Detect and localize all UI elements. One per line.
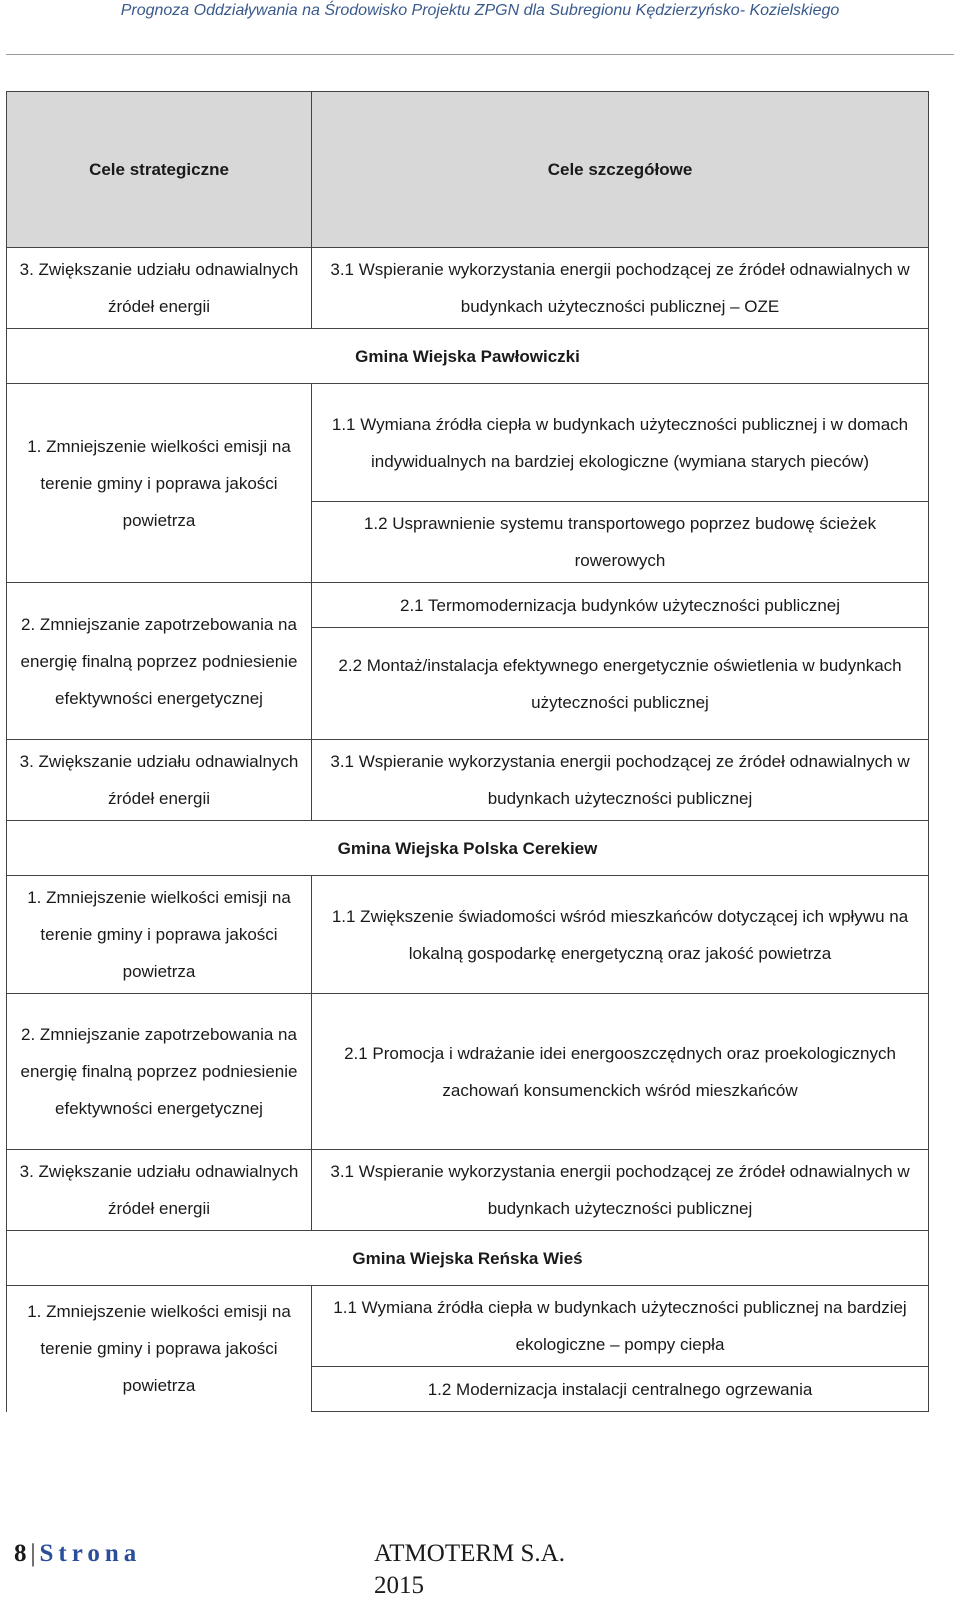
table-row	[7, 248, 929, 329]
municipality-row	[7, 821, 929, 876]
detailed-goal-cell: 3.1 Wspieranie wykorzystania energii pochodzącej ze źródeł odnawialnych w budynkach użyteczności publicznej	[312, 740, 929, 821]
detailed-goal-cell: 3.1 Wspieranie wykorzystania energii pochodzącej ze źródeł odnawialnych w budynkach użyteczności publicznej – OZE	[312, 248, 929, 329]
strategic-goal-cell: 2. Zmniejszanie zapotrzebowania na energię finalną poprzez podniesienie efektywności energetycznej	[7, 583, 312, 740]
table-row	[7, 384, 929, 502]
municipality-heading: Gmina Wiejska Pawłowiczki	[7, 329, 929, 384]
table-row	[7, 740, 929, 821]
strategic-goal-cell: 1. Zmniejszenie wielkości emisji na terenie gminy i poprawa jakości powietrza	[7, 384, 312, 583]
page-footer	[14, 1538, 614, 1599]
table-header-row	[7, 92, 929, 248]
detailed-goal-cell: 1.2 Usprawnienie systemu transportowego poprzez budowę ścieżek rowerowych	[312, 502, 929, 583]
municipality-heading: Gmina Wiejska Reńska Wieś	[7, 1231, 929, 1286]
strategic-goal-cell: 1. Zmniejszenie wielkości emisji na terenie gminy i poprawa jakości powietrza	[7, 876, 312, 994]
strategic-goal-cell: 3. Zwiększanie udziału odnawialnych źródeł energii	[7, 1150, 312, 1231]
table-row	[7, 994, 929, 1150]
detailed-goal-cell: 2.1 Promocja i wdrażanie idei energooszczędnych oraz proekologicznych zachowań konsumenckich wśród mieszkańców	[312, 994, 929, 1150]
detailed-goal-cell: 1.2 Modernizacja instalacji centralnego ogrzewania	[312, 1367, 929, 1412]
strategic-goal-cell: 1. Zmniejszenie wielkości emisji na terenie gminy i poprawa jakości powietrza	[7, 1286, 312, 1412]
municipality-row	[7, 329, 929, 384]
company-name: ATMOTERM S.A. 2015	[374, 1540, 565, 1599]
municipality-heading: Gmina Wiejska Polska Cerekiew	[7, 821, 929, 876]
strategic-goal-cell: 3. Zwiększanie udziału odnawialnych źródeł energii	[7, 740, 312, 821]
goals-table	[6, 91, 929, 1412]
table-row	[7, 1150, 929, 1231]
footer-separator: |	[30, 1540, 36, 1567]
detailed-goal-cell: 2.1 Termomodernizacja budynków użyteczności publicznej	[312, 583, 929, 628]
strategic-goal-cell: 2. Zmniejszanie zapotrzebowania na energię finalną poprzez podniesienie efektywności energetycznej	[7, 994, 312, 1150]
strategic-goal-cell: 3. Zwiększanie udziału odnawialnych źródeł energii	[7, 248, 312, 329]
page-word: Strona	[39, 1540, 142, 1567]
header-divider	[6, 54, 954, 55]
page-number: 8	[14, 1540, 27, 1567]
column-header-strategic: Cele strategiczne	[7, 92, 312, 248]
detailed-goal-cell: 2.2 Montaż/instalacja efektywnego energetycznie oświetlenia w budynkach użyteczności publicznej	[312, 628, 929, 740]
table-row	[7, 876, 929, 994]
detailed-goal-cell: 1.1 Wymiana źródła ciepła w budynkach użyteczności publicznej na bardziej ekologiczne – pompy ciepła	[312, 1286, 929, 1367]
detailed-goal-cell: 3.1 Wspieranie wykorzystania energii pochodzącej ze źródeł odnawialnych w budynkach użyteczności publicznej	[312, 1150, 929, 1231]
table-row	[7, 1286, 929, 1367]
municipality-row	[7, 1231, 929, 1286]
running-header: Prognoza Oddziaływania na Środowisko Projektu ZPGN dla Subregionu Kędzierzyńsko- Kozielskiego	[120, 2, 840, 19]
table-row	[7, 583, 929, 628]
detailed-goal-cell: 1.1 Wymiana źródła ciepła w budynkach użyteczności publicznej i w domach indywidualnych na bardziej ekologiczne (wymiana starych pieców)	[312, 384, 929, 502]
column-header-detailed: Cele szczegółowe	[312, 92, 929, 248]
detailed-goal-cell: 1.1 Zwiększenie świadomości wśród mieszkańców dotyczącej ich wpływu na lokalną gospodarkę energetyczną oraz jakość powietrza	[312, 876, 929, 994]
